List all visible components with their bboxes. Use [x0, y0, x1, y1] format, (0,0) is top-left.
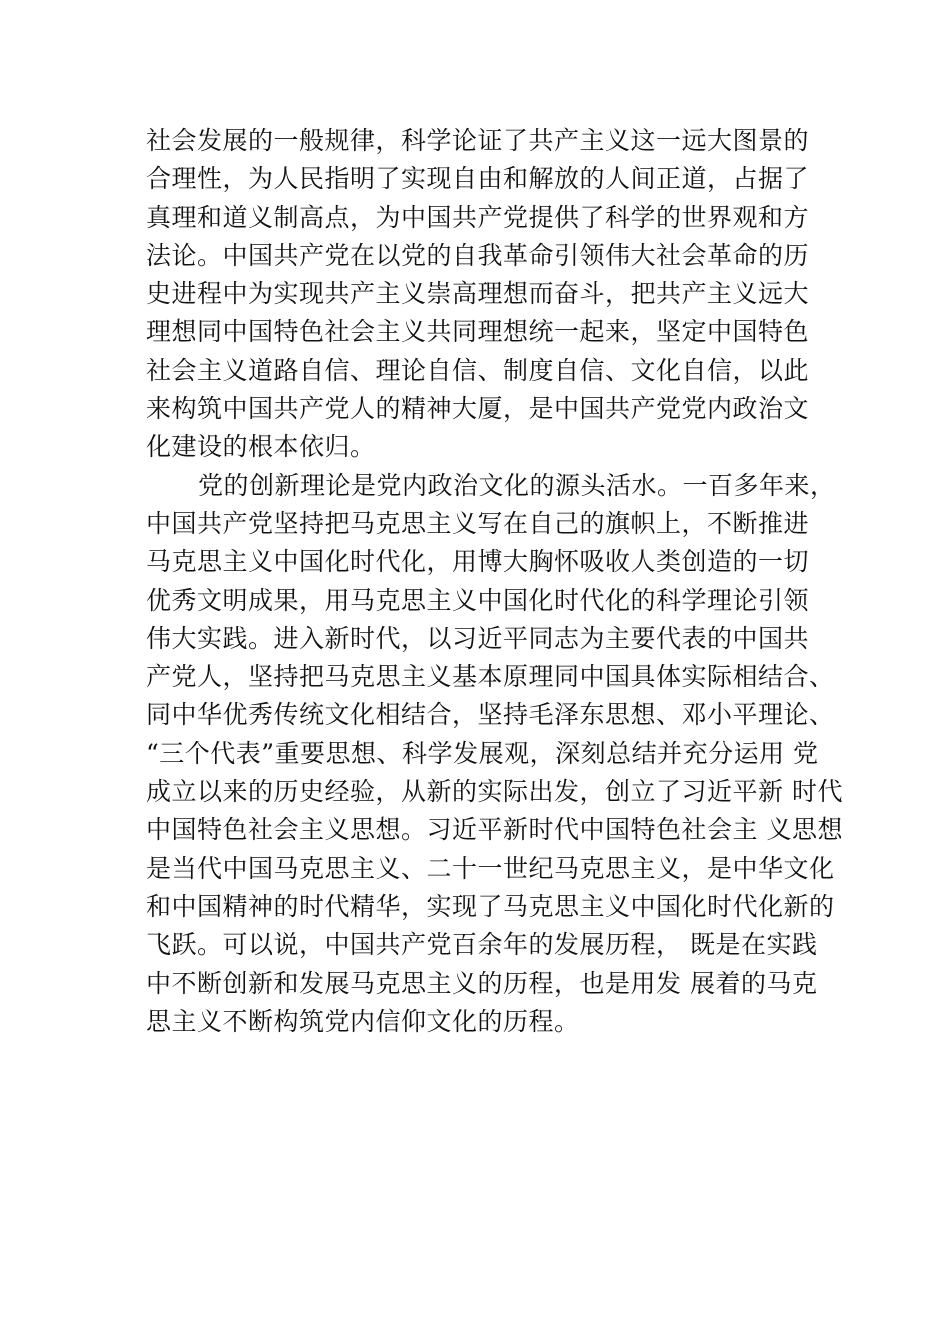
paragraph-2-line: 伟大实践。进入新时代，以习近平同志为主要代表的中国共	[146, 623, 810, 653]
paragraph-2-line: 中国共产党坚持把马克思主义写在自己的旗帜上，不断推进	[146, 508, 810, 538]
paragraph-1-line: 社会发展的一般规律，科学论证了共产主义这一远大图景的	[146, 126, 810, 155]
paragraph-2	[146, 467, 843, 1041]
paragraph-2-line: 中不断创新和发展马克思主义的历程，也是用发 展着的马克	[146, 968, 818, 998]
paragraph-1-line: 史进程中为实现共产主义崇高理想而奋斗，把共产主义远大	[146, 279, 810, 309]
paragraph-1-line: 理想同中国特色社会主义共同理想统一起来，坚定中国特色	[146, 317, 810, 347]
paragraph-2-line: 优秀文明成果，用马克思主义中国化时代化的科学理论引领	[146, 585, 810, 615]
paragraph-1-line: 社会主义道路自信、理论自信、制度自信、文化自信，以此	[146, 355, 810, 385]
paragraph-2-line: 同中华优秀传统文化相结合，坚持毛泽东思想、邓小平理论、	[146, 700, 835, 730]
paragraph-2-line: 是当代中国马克思主义、二十一世纪马克思主义，是中华文化	[146, 853, 835, 883]
paragraph-1-line: 法论。中国共产党在以党的自我革命引领伟大社会革命的历	[146, 240, 810, 270]
paragraph-2-line: 思主义不断构筑党内信仰文化的历程。	[146, 1006, 580, 1036]
paragraph-1-line: 真理和道义制高点，为中国共产党提供了科学的世界观和方	[146, 202, 810, 232]
paragraph-2-line: 成立以来的历史经验，从新的实际出发，创立了习近平新 时代	[146, 777, 843, 807]
body-text	[146, 122, 843, 1041]
paragraph-2-line: 产党人，坚持把马克思主义基本原理同中国具体实际相结合、	[146, 662, 835, 692]
paragraph-1-line: 化建设的根本依归。	[146, 432, 376, 462]
paragraph-1	[146, 122, 836, 467]
paragraph-2-line: 飞跃。可以说，中国共产党百余年的发展历程， 既是在实践	[146, 930, 818, 960]
paragraph-2-line: 马克思主义中国化时代化，用博大胸怀吸收人类创造的一切	[146, 547, 810, 577]
paragraph-2-first-line: 党的创新理论是党内政治文化的源头活水。一百多年来，	[198, 470, 836, 500]
paragraph-1-line: 来构筑中国共产党人的精神大厦，是中国共产党党内政治文	[146, 394, 810, 424]
paragraph-1-line: 合理性，为人民指明了实现自由和解放的人间正道，占据了	[146, 164, 810, 194]
paragraph-2-line: “三个代表”重要思想、科学发展观，深刻总结并充分运用 党	[146, 738, 819, 768]
paragraph-2-line: 中国特色社会主义思想。习近平新时代中国特色社会主 义思想	[146, 815, 843, 845]
paragraph-2-line: 和中国精神的时代精华，实现了马克思主义中国化时代化新的	[146, 891, 835, 921]
